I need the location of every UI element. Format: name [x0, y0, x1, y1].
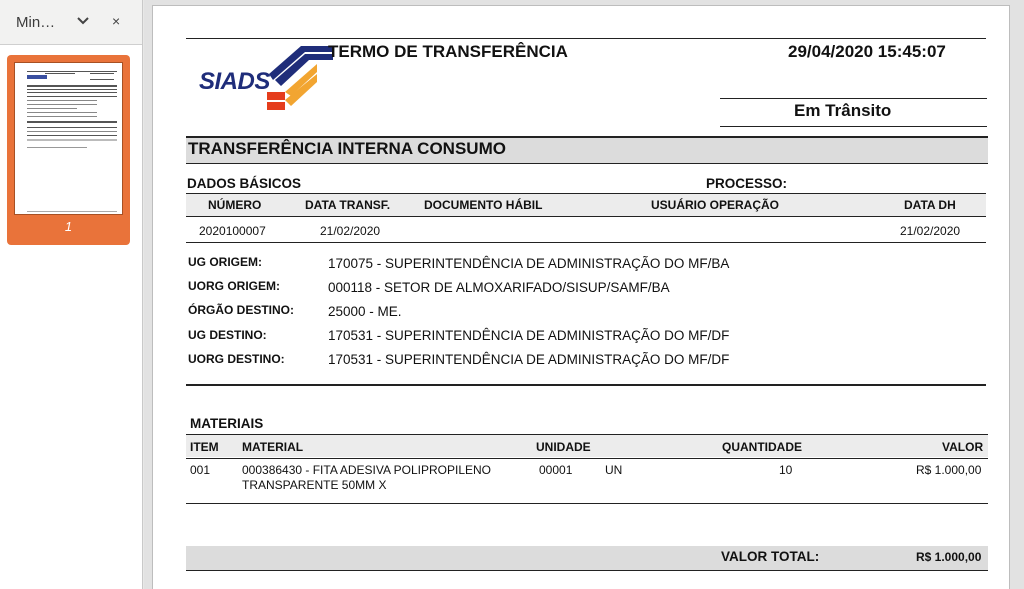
mat-material-line1: 000386430 - FITA ADESIVA POLIPROPILENO [242, 463, 492, 477]
mat-header-quantidade: QUANTIDADE [722, 440, 802, 454]
header-numero: NÚMERO [208, 198, 262, 212]
valor-total-value: R$ 1.000,00 [916, 550, 982, 564]
detail-label: ÓRGÃO DESTINO: [188, 303, 295, 317]
sidebar-header [0, 0, 142, 45]
detail-value: 000118 - SETOR DE ALMOXARIFADO/SISUP/SAMF/BA [328, 280, 670, 295]
page-thumbnail[interactable] [7, 55, 130, 245]
status-rule-bottom [720, 126, 987, 127]
detail-label: UORG ORIGEM: [188, 279, 280, 293]
basic-data-dh: 21/02/2020 [900, 224, 961, 238]
detail-value: 25000 - ME. [328, 304, 402, 319]
detail-label: UG ORIGEM: [188, 255, 262, 269]
logo-stripes-graphic [261, 44, 333, 114]
detail-value: 170531 - SUPERINTENDÊNCIA DE ADMINISTRAÇÃO DO MF/DF [328, 352, 730, 367]
dados-basicos-label: DADOS BÁSICOS [187, 176, 302, 191]
processo-label: PROCESSO: [706, 176, 788, 191]
basic-header-rule-bottom [186, 216, 986, 217]
sidebar-view-selector[interactable]: Min… [16, 14, 56, 31]
mat-valor: R$ 1.000,00 [916, 463, 982, 477]
chevron-down-icon[interactable] [76, 14, 90, 28]
mat-header-rule-bottom [186, 458, 988, 459]
detail-label: UORG DESTINO: [188, 352, 285, 366]
thumbnail-sidebar [0, 0, 143, 589]
siads-logo [193, 44, 333, 114]
mat-header-valor: VALOR [942, 440, 984, 454]
mat-header-unidade: UNIDADE [536, 440, 591, 454]
mat-row-rule [186, 503, 988, 504]
header-documento-habil: DOCUMENTO HÁBIL [424, 198, 543, 212]
mat-header-material: MATERIAL [242, 440, 304, 454]
basic-row-rule [186, 242, 986, 243]
mat-item: 001 [190, 463, 211, 477]
pdf-page [152, 5, 1010, 589]
document-title: TERMO DE TRANSFERÊNCIA [328, 42, 568, 61]
materiais-label: MATERIAIS [190, 416, 264, 431]
header-usuario-operacao: USUÁRIO OPERAÇÃO [651, 198, 780, 212]
mat-unidade-name: UN [605, 463, 623, 477]
total-band [186, 546, 988, 570]
basic-data-transf: 21/02/2020 [320, 224, 381, 238]
status-label: Em Trânsito [794, 101, 892, 120]
mat-material-line2: TRANSPARENTE 50MM X [242, 478, 387, 492]
basic-numero: 2020100007 [199, 224, 266, 238]
close-sidebar-button[interactable]: × [112, 13, 121, 29]
thumbnail-page-number: 1 [64, 219, 73, 234]
mat-header-item: ITEM [190, 440, 219, 454]
document-view[interactable] [144, 0, 1024, 589]
detail-value: 170531 - SUPERINTENDÊNCIA DE ADMINISTRAÇÃO DO MF/DF [328, 328, 730, 343]
details-rule [186, 384, 986, 386]
section-title: TRANSFERÊNCIA INTERNA CONSUMO [188, 139, 506, 158]
thumbnail-page-preview [14, 62, 123, 215]
logo-text: SIADS [199, 68, 270, 95]
detail-label: UG DESTINO: [188, 328, 267, 342]
document-datetime: 29/04/2020 15:45:07 [788, 42, 946, 61]
status-rule-top [720, 98, 987, 99]
top-rule [186, 38, 986, 39]
mat-quantidade: 10 [779, 463, 793, 477]
mat-unidade-code: 00001 [539, 463, 573, 477]
header-data-dh: DATA DH [904, 198, 956, 212]
detail-value: 170075 - SUPERINTENDÊNCIA DE ADMINISTRAÇÃO DO MF/BA [328, 256, 730, 271]
section-rule-bottom [186, 163, 988, 164]
valor-total-label: VALOR TOTAL: [721, 549, 820, 564]
total-rule [186, 570, 988, 571]
header-data-transf: DATA TRANSF. [305, 198, 391, 212]
